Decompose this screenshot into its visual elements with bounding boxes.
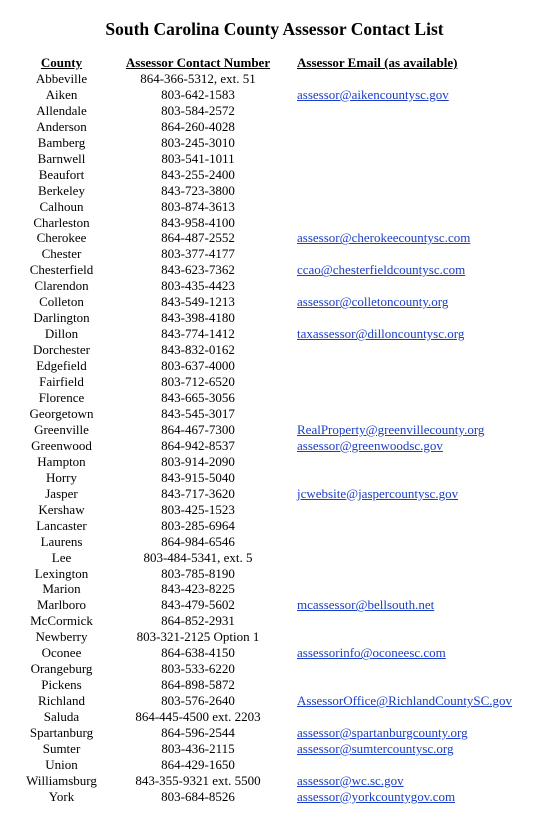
phone-cell: 803-684-8526 [161, 788, 235, 804]
email-link[interactable]: assessor@colletoncounty.org [297, 294, 449, 310]
phone-cell: 803-914-2090 [161, 453, 235, 469]
table-row [24, 566, 547, 582]
email-cell [297, 135, 547, 151]
phone-cell: 803-377-4177 [161, 246, 235, 262]
table-row [24, 741, 547, 757]
email-link[interactable]: assessor@yorkcountygov.com [297, 788, 456, 804]
table-row [24, 454, 547, 470]
county-cell: Orangeburg [30, 661, 93, 677]
table-row [24, 119, 547, 135]
county-cell: Newberry [35, 629, 88, 645]
email-link[interactable]: assessor@greenwoodsc.gov [297, 437, 443, 453]
phone-cell: 843-549-1213 [161, 294, 235, 310]
table-row [24, 789, 547, 805]
email-link[interactable]: mcassessor@bellsouth.net [297, 597, 435, 613]
phone-cell: 843-958-4100 [161, 214, 235, 230]
phone-cell: 864-984-6546 [161, 533, 235, 549]
county-cell: Bamberg [37, 134, 86, 150]
county-cell: Clarendon [34, 278, 89, 294]
table-row [24, 135, 547, 151]
phone-cell: 864-852-2931 [161, 613, 235, 629]
email-cell [297, 581, 547, 597]
email-link[interactable]: assessor@aikencountysc.gov [297, 86, 449, 102]
table-row [24, 725, 547, 741]
phone-cell: 803-425-1523 [161, 501, 235, 517]
email-cell [297, 773, 547, 789]
phone-cell: 803-637-4000 [161, 358, 235, 374]
county-cell: Colleton [39, 294, 84, 310]
table-row [24, 199, 547, 215]
email-cell [297, 422, 547, 438]
table-row [24, 502, 547, 518]
email-cell [297, 645, 547, 661]
table-row [24, 773, 547, 789]
phone-cell: 803-245-3010 [161, 134, 235, 150]
table-row [24, 167, 547, 183]
county-cell: Pickens [41, 677, 82, 693]
phone-cell: 843-915-5040 [161, 469, 235, 485]
county-cell: McCormick [30, 613, 93, 629]
phone-cell: 803-874-3613 [161, 198, 235, 214]
email-cell [297, 629, 547, 645]
phone-cell: 803-576-2640 [161, 693, 235, 709]
email-link[interactable]: assessor@cherokeecountysc.com [297, 230, 471, 246]
county-cell: Barnwell [37, 150, 86, 166]
county-cell: Florence [38, 390, 85, 406]
email-cell [297, 167, 547, 183]
email-cell [297, 374, 547, 390]
phone-cell: 843-723-3800 [161, 182, 235, 198]
email-cell [297, 119, 547, 135]
email-link[interactable]: assessor@wc.sc.gov [297, 772, 404, 788]
table-row [24, 183, 547, 199]
phone-cell: 864-429-1650 [161, 756, 235, 772]
phone-cell: 803-285-6964 [161, 517, 235, 533]
page-title: South Carolina County Assessor Contact List [105, 19, 444, 39]
email-cell [297, 661, 547, 677]
county-cell: Darlington [33, 310, 90, 326]
table-row [24, 438, 547, 454]
county-cell: Saluda [43, 709, 80, 725]
assessor-table [24, 55, 547, 805]
phone-cell: 843-355-9321 ext. 5500 [135, 772, 261, 788]
email-cell [297, 262, 547, 278]
email-cell [297, 215, 547, 231]
email-cell [297, 87, 547, 103]
table-row [24, 87, 547, 103]
email-cell [297, 502, 547, 518]
phone-cell: 803-642-1583 [161, 86, 235, 102]
email-cell [297, 230, 547, 246]
table-row [24, 358, 547, 374]
table-row [24, 262, 547, 278]
email-link[interactable]: ccao@chesterfieldcountysc.com [297, 262, 466, 278]
phone-cell: 843-545-3017 [161, 405, 235, 421]
county-cell: Beaufort [38, 166, 85, 182]
phone-cell: 864-638-4150 [161, 645, 235, 661]
county-cell: Dorchester [32, 342, 91, 358]
email-cell [297, 294, 547, 310]
county-cell: Abbeville [35, 70, 88, 86]
county-cell: York [48, 788, 75, 804]
county-cell: Greenwood [31, 437, 92, 453]
phone-cell: 803-484-5341, ext. 5 [143, 549, 253, 565]
county-cell: Laurens [40, 533, 83, 549]
table-row [24, 278, 547, 294]
email-cell [297, 438, 547, 454]
table-row [24, 709, 547, 725]
phone-cell: 803-435-4423 [161, 278, 235, 294]
table-row [24, 693, 547, 709]
table-row [24, 645, 547, 661]
phone-cell: 803-541-1011 [161, 150, 235, 166]
county-cell: Aiken [45, 86, 78, 102]
email-cell [297, 789, 547, 805]
email-cell [297, 246, 547, 262]
email-cell [297, 326, 547, 342]
county-cell: Cherokee [36, 230, 87, 246]
table-row [24, 326, 547, 342]
county-cell: Sumter [42, 740, 81, 756]
table-row [24, 597, 547, 613]
county-cell: Berkeley [38, 182, 85, 198]
table-row [24, 486, 547, 502]
phone-cell: 843-832-0162 [161, 342, 235, 358]
county-cell: Georgetown [29, 405, 94, 421]
email-link[interactable]: AssessorOffice@RichlandCountySC.gov [297, 693, 513, 709]
county-cell: Williamsburg [26, 772, 97, 788]
county-cell: Richland [38, 693, 85, 709]
county-cell: Anderson [36, 118, 87, 134]
table-body [24, 71, 547, 805]
email-link[interactable]: taxassessor@dilloncountysc.org [297, 326, 465, 342]
table-row [24, 518, 547, 534]
table-row [24, 390, 547, 406]
phone-cell: 864-898-5872 [161, 677, 235, 693]
email-link[interactable]: assessor@sumtercountysc.org [297, 740, 454, 756]
phone-cell: 843-774-1412 [161, 326, 235, 342]
email-cell [297, 278, 547, 294]
email-link[interactable]: jcwebsite@jaspercountysc.gov [297, 485, 459, 501]
email-link[interactable]: assessorinfo@oconeesc.com [297, 645, 446, 661]
phone-cell: 864-445-4500 ext. 2203 [135, 709, 261, 725]
table-row [24, 310, 547, 326]
county-cell: Marion [42, 581, 81, 597]
phone-cell: 843-423-8225 [161, 581, 235, 597]
phone-cell: 843-665-3056 [161, 390, 235, 406]
phone-cell: 803-785-8190 [161, 565, 235, 581]
table-row [24, 151, 547, 167]
email-cell [297, 103, 547, 119]
email-cell [297, 550, 547, 566]
table-row [24, 406, 547, 422]
county-column-header: County [40, 55, 83, 70]
phone-cell: 803-533-6220 [161, 661, 235, 677]
county-cell: Jasper [45, 485, 78, 501]
table-row [24, 534, 547, 550]
county-cell: Lancaster [36, 517, 87, 533]
email-cell [297, 534, 547, 550]
email-cell [297, 310, 547, 326]
phone-cell: 803-321-2125 Option 1 [136, 629, 260, 645]
phone-cell: 864-487-2552 [161, 230, 235, 246]
phone-cell: 843-623-7362 [161, 262, 235, 278]
email-cell [297, 677, 547, 693]
table-row [24, 550, 547, 566]
phone-cell: 864-467-7300 [161, 421, 235, 437]
table-row [24, 470, 547, 486]
county-cell: Allendale [36, 102, 87, 118]
email-link[interactable]: assessor@spartanburgcounty.org [297, 725, 468, 741]
phone-cell: 864-942-8537 [161, 437, 235, 453]
email-link[interactable]: RealProperty@greenvillecounty.org [297, 421, 485, 437]
table-row [24, 342, 547, 358]
county-cell: Greenville [34, 421, 89, 437]
phone-cell: 843-398-4180 [161, 310, 235, 326]
email-cell [297, 358, 547, 374]
county-cell: Charleston [33, 214, 90, 230]
table-row [24, 613, 547, 629]
county-cell: Kershaw [38, 501, 85, 517]
table-row [24, 294, 547, 310]
email-cell [297, 342, 547, 358]
phone-cell: 843-479-5602 [161, 597, 235, 613]
county-cell: Spartanburg [29, 725, 94, 741]
phone-cell: 864-366-5312, ext. 51 [140, 70, 256, 86]
phone-cell: 843-255-2400 [161, 166, 235, 182]
county-cell: Chester [41, 246, 82, 262]
email-cell [297, 613, 547, 629]
email-cell [297, 709, 547, 725]
county-cell: Chesterfield [29, 262, 94, 278]
email-cell [297, 741, 547, 757]
table-row [24, 71, 547, 87]
county-cell: Horry [45, 469, 78, 485]
email-cell [297, 183, 547, 199]
phone-cell: 864-596-2544 [161, 725, 235, 741]
email-cell [297, 518, 547, 534]
table-row [24, 215, 547, 231]
county-cell: Lee [51, 549, 72, 565]
county-cell: Union [45, 756, 78, 772]
email-cell [297, 725, 547, 741]
email-cell [297, 406, 547, 422]
phone-cell: 843-717-3620 [161, 485, 235, 501]
county-cell: Edgefield [36, 358, 87, 374]
county-cell: Fairfield [39, 374, 84, 390]
table-row [24, 230, 547, 246]
phone-cell: 803-584-2572 [161, 102, 235, 118]
table-row [24, 374, 547, 390]
email-cell [297, 757, 547, 773]
email-cell [297, 470, 547, 486]
table-row [24, 757, 547, 773]
phone-cell: 803-712-6520 [161, 374, 235, 390]
table-header-row [24, 55, 547, 71]
email-cell [297, 566, 547, 582]
county-cell: Lexington [34, 565, 89, 581]
county-cell: Hampton [37, 453, 86, 469]
table-row [24, 661, 547, 677]
phone-cell: 803-436-2115 [161, 740, 235, 756]
email-cell [297, 486, 547, 502]
county-cell: Marlboro [36, 597, 87, 613]
email-cell [297, 199, 547, 215]
table-row [24, 246, 547, 262]
email-cell [297, 454, 547, 470]
county-cell: Dillon [44, 326, 79, 342]
phone-cell: 864-260-4028 [161, 118, 235, 134]
table-row [24, 422, 547, 438]
county-cell: Calhoun [39, 198, 84, 214]
county-cell: Oconee [41, 645, 82, 661]
table-row [24, 103, 547, 119]
table-row [24, 677, 547, 693]
email-cell [297, 71, 547, 87]
table-row [24, 629, 547, 645]
email-cell [297, 390, 547, 406]
email-cell [297, 151, 547, 167]
email-cell [297, 693, 547, 709]
table-row [24, 581, 547, 597]
email-column-header: Assessor Email (as available) [297, 55, 458, 70]
email-cell [297, 597, 547, 613]
phone-column-header: Assessor Contact Number [125, 55, 271, 70]
